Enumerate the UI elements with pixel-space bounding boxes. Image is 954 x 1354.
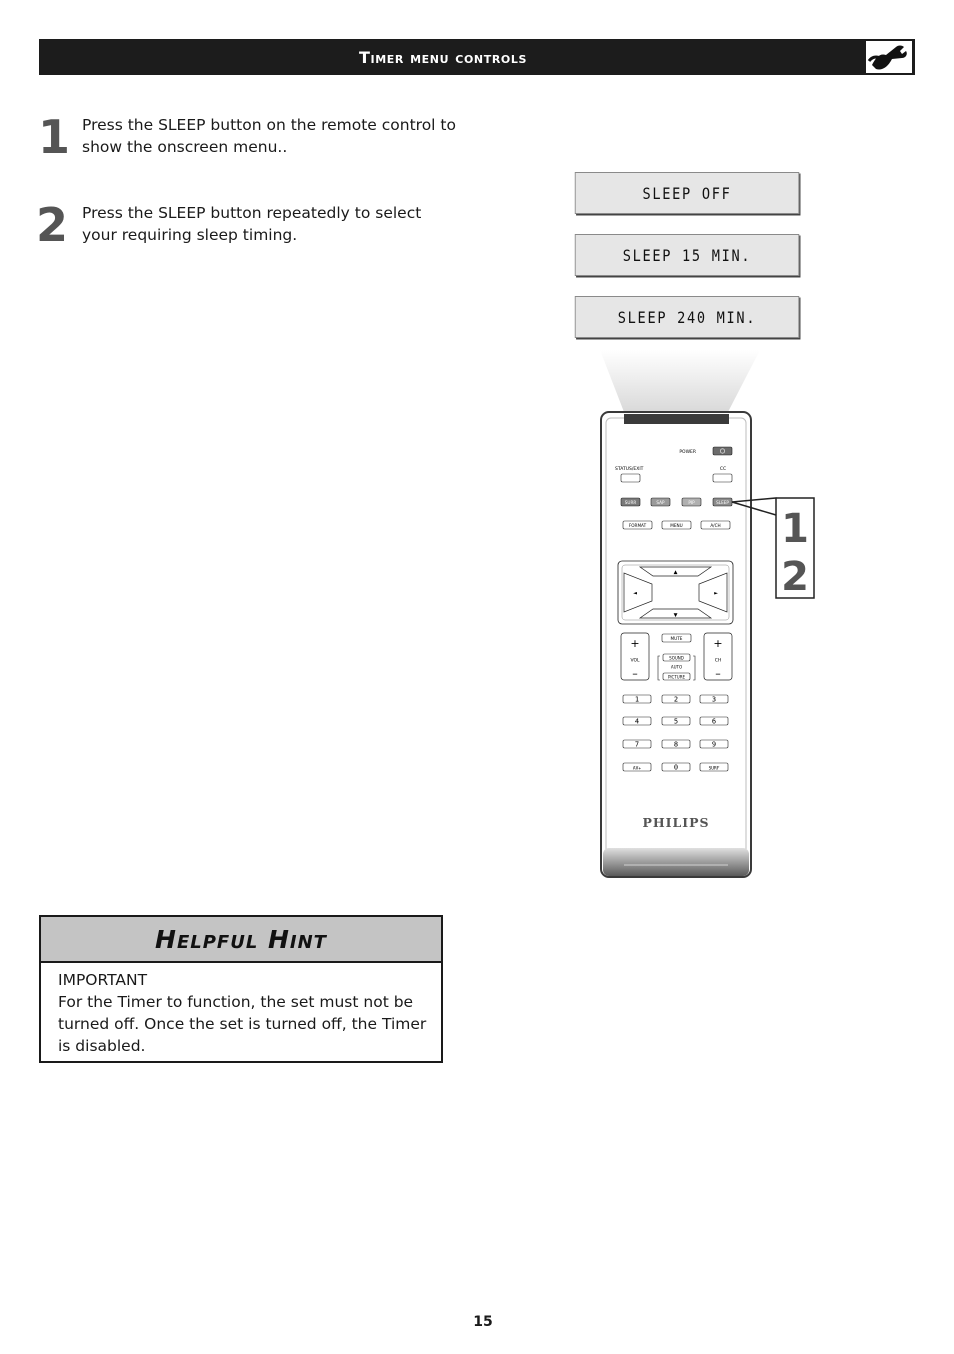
av-plus-label: AV+ [632,766,642,772]
digit-6-label: 6 [711,717,717,726]
svg-text:VOL: VOL [630,658,640,664]
svg-text:+: + [630,637,640,650]
svg-text:PIP: PIP [688,499,695,505]
up-arrow-icon: ▲ [673,569,678,576]
helpful-hint-box [39,915,443,1063]
power-label: POWER [679,450,696,455]
osd-sleep-15: SLEEP 15 MIN. [575,234,799,276]
status-exit-label: STATUS/EXIT [615,467,644,472]
helpful-hint-body [41,963,441,1057]
step-text-1: Press the SLEEP button on the remote control to show the onscreen menu.. [82,116,456,156]
hint-important-label: IMPORTANT [58,971,148,989]
svg-text:SAP: SAP [656,499,665,505]
navigation-pad[interactable] [618,561,733,624]
digit-9-label: 9 [711,740,717,749]
step-number-1: 1 [38,110,71,164]
ir-beam [600,350,760,412]
svg-text:SURR: SURR [624,499,637,505]
surf-label: SURF [708,766,720,772]
right-arrow-icon: ► [714,590,718,597]
wrench-icon [866,41,912,73]
status-exit-button[interactable] [621,474,640,482]
cc-label: CC [719,467,727,472]
digit-1-label: 1 [634,695,640,704]
step-text-2: Press the SLEEP button repeatedly to select your requiring sleep timing. [82,204,422,244]
power-button[interactable] [713,447,732,455]
svg-text:A/CH: A/CH [710,522,721,528]
remote-control-illustration [590,340,830,885]
callout-step-1: 1 [781,506,809,552]
ir-window [624,414,729,424]
helpful-hint-title: Helpful Hint [41,917,441,963]
digit-7-label: 7 [634,740,640,749]
digit-2-label: 2 [673,695,679,704]
svg-text:MUTE: MUTE [670,635,683,641]
callout-step-2: 2 [781,554,809,600]
step-number-2: 2 [36,198,69,252]
left-arrow-icon: ◄ [633,590,637,597]
section-title: Timer menu controls [359,48,527,67]
digit-5-label: 5 [673,717,679,726]
svg-text:SLEEP: SLEEP [716,499,729,505]
svg-text:+: + [713,637,723,650]
page-number: 15 [473,1314,493,1330]
digit-8-label: 8 [673,740,679,749]
cc-button[interactable] [713,474,732,482]
svg-text:SOUND: SOUND [669,655,684,661]
digit-3-label: 3 [711,695,717,704]
digit-4-label: 4 [634,717,640,726]
svg-text:PICTURE: PICTURE [667,674,686,680]
svg-text:MENU: MENU [670,522,683,528]
auto-label: AUTO [670,664,683,670]
svg-text:CH: CH [714,658,722,664]
osd-sleep-off: SLEEP OFF [575,172,799,214]
svg-text:FORMAT: FORMAT [628,522,647,528]
svg-text:–: – [715,667,721,680]
brand-logo: PHILIPS [642,815,710,830]
digit-0-label: 0 [673,763,679,772]
svg-text:–: – [632,667,638,680]
down-arrow-icon: ▼ [673,612,678,619]
osd-sleep-240: SLEEP 240 MIN. [575,296,799,338]
hint-text: For the Timer to function, the set must not be turned off. Once the set is turned off, the Timer is disabled. [58,993,427,1055]
